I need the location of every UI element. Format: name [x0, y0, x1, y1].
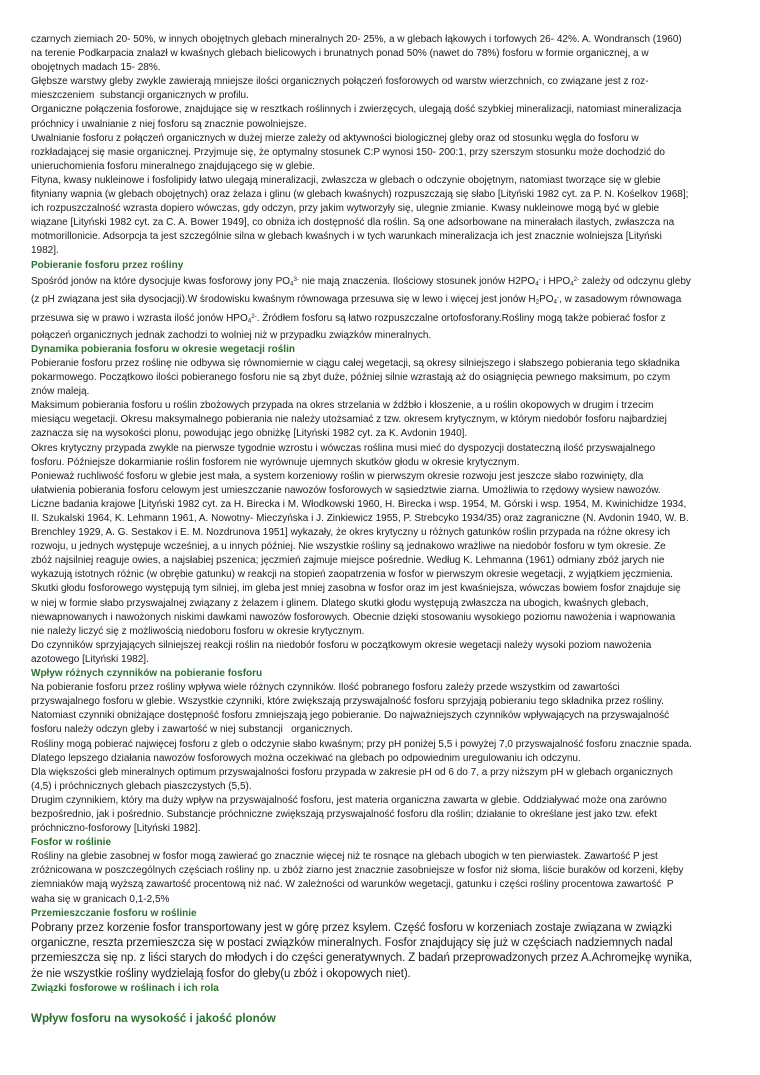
text-line: organiczne, reszta przemieszcza się w postaci związków mineralnych. Fosfor znajdujący się już w częściach nadziemnych nadal — [31, 937, 673, 950]
text-line: Pobrany przez korzenie fosfor transportowany jest w górę przez ksylem. Część fosforu w korzeniach zostaje związana w związki — [31, 921, 672, 934]
text-line: Ponieważ ruchliwość fosforu w glebie jest mała, a system korzeniowy roślin w pierwszym okresie rozwoju jest jeszcze słabo rozwinięty, dla — [31, 470, 644, 482]
text-line: waha się w granicach 0,1-2,5% — [31, 893, 170, 905]
text-line: Spośród jonów na które dysocjuje kwas fosforowy jony $PO_4^{3-}$ nie mają znaczenia. Ilościowy stosunek jonów $H2PO_4^-$ i $HPO_4^{2-}$ zależy od odczynu gleby — [31, 275, 691, 288]
text-line: Maksimum pobierania fosforu u roślin zbożowych przypada na okres strzelania w źdźbło i kłoszenie, a u roślin okopowych w drugim i trzecim — [31, 400, 654, 412]
text-line: znów maleją. — [31, 386, 90, 398]
text-line: 1982]. — [31, 245, 59, 257]
section-heading: Fosfor w roślinie — [31, 837, 112, 849]
text-line: Do czynników sprzyjających silniejszej reakcji roślin na niedobór fosforu w początkowym okresie wegetacji należy wysoki poziom nawożenia — [31, 639, 652, 651]
text-line: Natomiast czynniki obniżające dostępność fosforu zmniejszają jego pobieranie. Do najważniejszych czynników wpływających na przyswajalność — [31, 710, 670, 722]
text-line: unieruchomienia fosforu mineralnego znajdującego się w glebie. — [31, 160, 316, 172]
text-line: Brenchley 1929, A. G. Sestakov i E. M. Nozdrunova 1951] wykazały, że okres krytyczny u różnych gatunków roślin przypada na różne okresy ich — [31, 527, 671, 539]
text-line: ziemniaków mają wyższą zawartość procentową niż nać. W zależności od warunków wegetacji, gatunku i części rośliny procentowa zawartość P — [31, 879, 674, 891]
text-line: Organiczne połączenia fosforowe, znajdujące się w resztkach roślinnych i zwierzęcych, ulegają dość szybkiej mineralizacji, natomiast mineralizacja — [31, 104, 682, 116]
text-line: zaznacza się na wysokości plonu, powodując jego obniżkę [Lityński 1982 cyt. za K. Avdonin 1940]. — [31, 428, 468, 440]
text-line: Uwalnianie fosforu z połączeń organicznych w dużej mierze zależy od aktywności biologicznej gleby oraz od stosunku węgla do fosforu w — [31, 132, 639, 144]
text-line: zbóż najsilniej reaguje owies, a najsłabiej pszenica; jęczmień zajmuje miejsce pośrednie. Według K. Lehmanna (1961) odmiany zbóż jarych nie — [31, 555, 665, 567]
text-block — [31, 850, 736, 906]
text-line: wiązane [Lityński 1982 cyt. za C. A. Bower 1949], co obniża ich dostępność dla roślin. Są one adsorbowane na minerałach ilastych, zwłaszcza na — [31, 217, 675, 229]
section-heading: Związki fosforowe w roślinach i ich rola — [31, 982, 219, 994]
text-line: Fityna, kwasy nukleinowe i fosfolipidy łatwo ulegają mineralizacji, zwłaszcza w glebach o odczynie obojętnym, natomiast tworzące się w glebie — [31, 174, 661, 186]
text-line: mieszczeniem substancji organicznych w profilu. — [31, 90, 249, 102]
text-line: Liczne badania krajowe [Lityński 1982 cyt. za H. Birecka i M. Włodkowski 1960, H. Birecka i wsp. 1954, M. Górski i wsp. 1954, M. Kwinichidze 1934, — [31, 498, 687, 510]
text-line: przesuwa się w prawo i wzrasta ilość jonów $HPO_4^{2-}$. Źródłem fosforu są łatwo rozpuszczalne ortofosforany.Rośliny mogą także pobierać fosfor z — [31, 313, 666, 325]
text-line: Głębsze warstwy gleby zwykle zawierają mniejsze ilości organicznych połączeń fosforowych od warstw wierzchnich, co związane jest z roz- — [31, 76, 649, 88]
text-block — [31, 681, 736, 836]
text-line: próchniczno-fosforowy [Lityński 1982]. — [31, 823, 201, 835]
blank-line — [31, 996, 736, 1011]
text-line: pokarmowego. Początkowo ilości pobieranego fosforu nie są zbyt duże, później silnie wzrastają aż do osiągnięcia pewnego maksimum, po czym — [31, 372, 671, 384]
text-line: połączeń organicznych jednak zachodzi to wolniej niż w przypadku związków mineralnych. — [31, 329, 432, 341]
text-line: Rośliny mogą pobierać najwięcej fosforu z gleb o odczynie słabo kwaśnym; przy pH poniżej 5,5 i powyżej 7,0 przyswajalność fosforu znacznie spada. — [31, 738, 692, 750]
section-heading: Przemieszczanie fosforu w roślinie — [31, 907, 197, 919]
section-heading: Wpływ różnych czynników na pobieranie fosforu — [31, 668, 263, 680]
text-line: (z pH związana jest siła dysocjacji).W środowisku kwaśnym równowaga przesuwa się w lewo i więcej jest jonów $H_2PO_4^-$, w zasadowym równowaga — [31, 294, 682, 306]
section-heading: Dynamika pobierania fosforu w okresie wegetacji roślin — [31, 343, 295, 355]
section-heading: Pobieranie fosforu przez rośliny — [31, 259, 184, 271]
text-block — [31, 357, 736, 667]
text-line: na terenie Podkarpacia znalazł w kwaśnych glebach bielicowych i brunatnych ponad 50% (nawet do 78%) fosforu w formie organicznej, a w — [31, 48, 649, 60]
text-line: rozkładającej się masie organicznej. Przyjmuje się, że optymalny stosunek C:P wynosi 150- 200:1, przy szerszym stosunku może dochodzić do — [31, 146, 665, 158]
text-line: miesiącu wegetacji. Okresu maksymalnego pobierania nie należy utożsamiać z tzw. okresem krytycznym, w którym niedobór fosforu najbardziej — [31, 414, 667, 426]
text-block — [31, 921, 736, 982]
text-line: Drugim czynnikiem, który ma duży wpływ na przyswajalność fosforu, jest materia organiczna zawarta w glebie. Oddziaływać może ona zarówno — [31, 794, 667, 806]
text-line: obojętnych madach 15- 28%. — [31, 62, 161, 74]
text-block — [31, 273, 736, 343]
document-body — [31, 33, 736, 1027]
text-line: Rośliny na glebie zasobnej w fosfor mogą zawierać go znacznie więcej niż te rosnące na glebach ubogich w ten pierwiastek. Zawartość P jest — [31, 851, 658, 863]
text-line: Dla większości gleb mineralnych optimum przyswajalności fosforu przypada w zakresie pH od 6 do 7, a przy niższym pH w glebach organicznych — [31, 766, 673, 778]
section-heading: Wpływ fosforu na wysokość i jakość plonów — [31, 1012, 276, 1026]
text-line: Dlatego lepszego działania nawozów fosforowych można oczekiwać na glebach po odpowiednim uregulowaniu ich odczynu. — [31, 752, 581, 764]
text-line: ułatwienia pobierania fosforu celowym jest umieszczanie nawozów fosforowych w sąsiedztwie ziarna. Umożliwia to rzędowy wysiew nawozów. — [31, 484, 661, 496]
text-line: czarnych ziemiach 20- 50%, w innych obojętnych glebach mineralnych 20- 25%, a w glebach łąkowych i torfowych 26- 42%. A. Wondransch (1960) — [31, 34, 682, 45]
text-line: fityniany wapnia (w glebach obojętnych) oraz żelaza i glinu (w glebach kwaśnych) rozpuszczają się słabo [Lityński 1982 cyt. za P. N. Kośelkov 1968]; — [31, 189, 689, 201]
text-block — [31, 33, 736, 259]
text-line: w niej w formie słabo przyswajalnej związany z żelazem i glinem. Dlatego skutki głodu występują zwłaszcza na ubogich, kwaśnych glebach, — [31, 597, 649, 609]
text-line: (4,5) i próchnicznych glebach piaszczystych (5,5). — [31, 780, 252, 792]
text-line: azotowego [Lityński 1982]. — [31, 653, 149, 665]
text-line: Skutki głodu fosforowego występują tym silniej, im gleba jest mniej zasobna w fosfor oraz im jest kwaśniejsza, wówczas bowiem fosfor znajduje się — [31, 583, 681, 595]
text-line: motmorillonicie. Adsorpcja ta jest szczególnie silna w glebach kwaśnych i w tych warunkach mineralizacja ich jest znacznie wolniejsza [Lityński — [31, 231, 662, 243]
text-line: że nie wszystkie rośliny wydzielają fosfor do gleby(u zbóż i okopowych niet). — [31, 967, 411, 980]
text-line: bezpośrednio, jak i pośrednio. Substancje próchniczne zwiększają przyswajalność fosforu dla roślin; działanie to określane jest jako tzw. efekt — [31, 808, 657, 820]
text-line: fosforu. Późniejsze dokarmianie roślin fosforem nie wyrównuje ujemnych skutków głodu w okresie krytycznym. — [31, 456, 520, 468]
text-line: Okres krytyczny przypada zwykle na pierwsze tygodnie wzrostu i wówczas roślina musi mieć do dyspozycji dostateczną ilość przyswajalnego — [31, 442, 656, 454]
text-line: rozwoju, u jednych występuje wcześniej, a u innych później. Nie wszystkie rośliny są jednakowo wrażliwe na niedobór fosforu w tym okresie. Ze — [31, 541, 666, 553]
text-line: II. Szukalski 1964, K. Lehmann 1961, A. Nowotny- Mieczyńska i J. Zinkiewicz 1955, P. Strebcyko 1934/35) oraz zagraniczne (N. Avdonin 1940, W. B. — [31, 513, 689, 525]
text-line: ich rozpuszczalność wzrasta dopiero wówczas, gdy odczyn, przy jakim wytworzyły się, ulegnie zmianie. Kwasy nukleinowe mogą być w glebie — [31, 203, 660, 215]
text-line: przyswajalnego fosforu w glebie. Wszystkie czynniki, które zwiększają przyswajalność fosforu sprzyjają pobieraniu tego składnika przez rośliny. — [31, 696, 664, 708]
text-line: Na pobieranie fosforu przez rośliny wpływa wiele różnych czynników. Ilość pobranego fosforu zależy przede wszystkim od zawartości — [31, 682, 620, 694]
text-line: przemieszcza się np. z liści starych do młodych i do części generatywnych. Z badań przeprowadzonych przez A.Achromejkę wynika, — [31, 952, 693, 965]
text-line: niewapnowanych i nawożonych niskimi dawkami nawozów fosforowych. Obecnie dzięki stosowaniu wysokiego poziomu nawożenia i wapnowania — [31, 611, 676, 623]
text-line: zróżnicowana w poszczególnych częściach rośliny np. u zbóż ziarno jest znacznie zasobniejsze w fosfor niż słoma, liście buraków od korzeni, kłęby — [31, 865, 684, 877]
text-line: Pobieranie fosforu przez roślinę nie odbywa się równomiernie w ciągu całej wegetacji, są okresy silniejszego i słabszego pobierania tego składnika — [31, 357, 680, 369]
text-line: próchnicy i uwalnianie z niej fosforu są znacznie powolniejsze. — [31, 118, 307, 130]
text-line: fosforu należy odczyn gleby i zawartość w niej substancji organicznych. — [31, 724, 353, 736]
text-line: wykazują istotnych różnic (w obrębie gatunku) w reakcji na stopień zaopatrzenia w fosfor w pierwszym okresie wegetacji, z wyjątkiem jęczmienia. — [31, 569, 673, 581]
text-line: nie należy liczyć się z możliwością niedoboru fosforu w okresie krytycznym. — [31, 625, 365, 637]
